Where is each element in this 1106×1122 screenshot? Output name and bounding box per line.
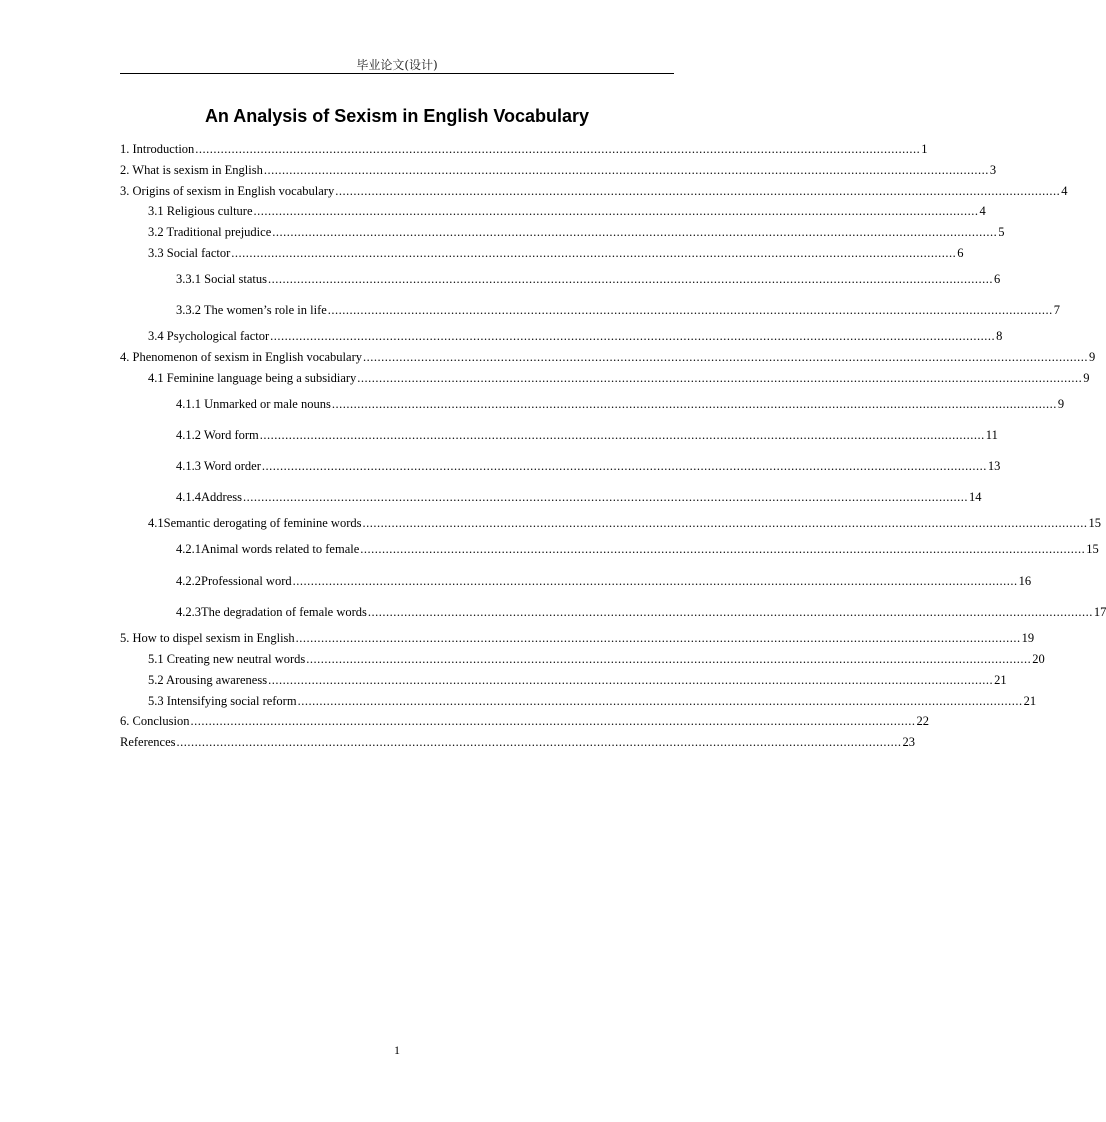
toc-leader-dots: ........................................................................................................................................................................................................ xyxy=(362,516,1088,530)
toc-entry-page: 9 xyxy=(1057,397,1065,411)
toc-entry-label: References xyxy=(120,735,176,749)
toc-entry xyxy=(176,604,1106,620)
toc-leader-dots: ........................................................................................................................................................................................................ xyxy=(357,371,1083,385)
toc-entry-page: 9 xyxy=(1083,371,1090,385)
running-header: 毕业论文(设计) xyxy=(356,58,438,72)
toc-entry-page: 16 xyxy=(1018,574,1032,588)
toc-leader-dots: ........................................................................................................................................................................................................ xyxy=(195,142,921,156)
toc-entry-page: 7 xyxy=(1053,303,1061,317)
document-title: An Analysis of Sexism in English Vocabulary xyxy=(204,106,590,126)
toc-entry-page: 21 xyxy=(1023,694,1037,708)
toc-entry-label: 4.1 Feminine language being a subsidiary xyxy=(148,371,357,385)
toc-entry xyxy=(148,693,1037,709)
toc-entry-label: 3.2 Traditional prejudice xyxy=(148,225,272,239)
toc-leader-dots: ........................................................................................................................................................................................................ xyxy=(259,428,985,442)
toc-entry xyxy=(148,203,986,219)
toc-leader-dots: ........................................................................................................................................................................................................ xyxy=(362,350,1088,364)
toc-entry-page: 20 xyxy=(1032,652,1045,666)
toc-entry xyxy=(120,630,1035,646)
toc-entry-page: 23 xyxy=(902,735,916,749)
toc-leader-dots: ........................................................................................................................................................................................................ xyxy=(327,303,1053,317)
toc-entry-label: 4.1Semantic derogating of feminine words xyxy=(148,516,362,530)
toc-entry-page: 13 xyxy=(987,459,1001,473)
toc-entry-page: 19 xyxy=(1021,631,1035,645)
toc-leader-dots: ........................................................................................................................................................................................................ xyxy=(292,574,1018,588)
toc-leader-dots: ........................................................................................................................................................................................................ xyxy=(190,714,916,728)
toc-entry-page: 3 xyxy=(989,163,997,177)
toc-leader-dots: ........................................................................................................................................................................................................ xyxy=(268,673,994,687)
toc-entry-page: 6 xyxy=(957,246,964,260)
toc-entry xyxy=(120,349,1096,365)
toc-entry-label: 4.2.2Professional word xyxy=(176,574,292,588)
toc-entry xyxy=(148,672,1007,688)
toc-entry-label: 4.2.3The degradation of female words xyxy=(176,605,367,619)
toc-entry-label: 6. Conclusion xyxy=(120,714,190,728)
toc-leader-dots: ........................................................................................................................................................................................................ xyxy=(335,184,1061,198)
toc-entry-label: 5.1 Creating new neutral words xyxy=(148,652,306,666)
toc-entry xyxy=(120,713,929,729)
toc-entry xyxy=(176,271,1001,287)
toc-leader-dots: ........................................................................................................................................................................................................ xyxy=(263,163,989,177)
toc-entry-label: 4. Phenomenon of sexism in English vocabulary xyxy=(120,350,362,364)
toc-entry-label: 3.3.2 The women’s role in life xyxy=(176,303,327,317)
toc-entry xyxy=(176,489,982,505)
toc-entry xyxy=(176,458,1001,474)
toc-entry-label: 1. Introduction xyxy=(120,142,195,156)
toc-entry-page: 4 xyxy=(979,204,986,218)
toc-entry-page: 5 xyxy=(998,225,1005,239)
toc-entry-page: 6 xyxy=(993,272,1001,286)
toc-entry xyxy=(148,651,1045,667)
toc-entry-label: 4.2.1Animal words related to female xyxy=(176,542,360,556)
toc-entry-page: 1 xyxy=(921,142,928,156)
toc-entry-label: 3.3 Social factor xyxy=(148,246,231,260)
toc-entry xyxy=(176,573,1032,589)
toc-entry xyxy=(148,370,1090,386)
toc-leader-dots: ........................................................................................................................................................................................................ xyxy=(270,329,996,343)
toc-entry-label: 3.3.1 Social status xyxy=(176,272,267,286)
toc-entry-label: 4.1.1 Unmarked or male nouns xyxy=(176,397,331,411)
toc-entry xyxy=(148,224,1005,240)
toc-leader-dots: ........................................................................................................................................................................................................ xyxy=(367,605,1093,619)
toc-entry-page: 22 xyxy=(916,714,929,728)
toc-entry-label: 3.1 Religious culture xyxy=(148,204,253,218)
page-number: 1 xyxy=(394,1043,400,1057)
toc-leader-dots: ........................................................................................................................................................................................................ xyxy=(306,652,1032,666)
toc-entry-label: 5.3 Intensifying social reform xyxy=(148,694,297,708)
toc-leader-dots: ........................................................................................................................................................................................................ xyxy=(267,272,993,286)
toc-leader-dots: ........................................................................................................................................................................................................ xyxy=(231,246,957,260)
toc-entry-label: 4.1.2 Word form xyxy=(176,428,259,442)
toc-entry-label: 5.2 Arousing awareness xyxy=(148,673,268,687)
header-rule xyxy=(120,73,674,74)
toc-leader-dots: ........................................................................................................................................................................................................ xyxy=(261,459,987,473)
toc-leader-dots: ........................................................................................................................................................................................................ xyxy=(242,490,968,504)
toc-entry-page: 14 xyxy=(968,490,982,504)
toc-entry-page: 15 xyxy=(1086,542,1099,556)
toc-entry xyxy=(120,183,1068,199)
toc-entry-page: 21 xyxy=(994,673,1007,687)
toc-entry-page: 8 xyxy=(996,329,1003,343)
toc-leader-dots: ........................................................................................................................................................................................................ xyxy=(253,204,979,218)
toc-entry xyxy=(148,328,1003,344)
toc-entry xyxy=(176,302,1061,318)
toc-entry xyxy=(120,162,997,178)
toc-leader-dots: ........................................................................................................................................................................................................ xyxy=(360,542,1086,556)
toc-entry xyxy=(148,245,964,261)
toc-entry-label: 4.1.3 Word order xyxy=(176,459,261,473)
toc-entry-label: 5. How to dispel sexism in English xyxy=(120,631,295,645)
toc-entry-page: 15 xyxy=(1088,516,1101,530)
toc-entry-label: 3. Origins of sexism in English vocabulary xyxy=(120,184,335,198)
toc-entry-label: 3.4 Psychological factor xyxy=(148,329,270,343)
toc-entry xyxy=(176,427,998,443)
toc-entry xyxy=(176,396,1065,412)
toc-leader-dots: ........................................................................................................................................................................................................ xyxy=(295,631,1021,645)
toc-entry-page: 4 xyxy=(1061,184,1068,198)
toc-entry-page: 9 xyxy=(1088,350,1096,364)
toc-leader-dots: ........................................................................................................................................................................................................ xyxy=(176,735,902,749)
toc-entry xyxy=(120,141,928,157)
toc-leader-dots: ........................................................................................................................................................................................................ xyxy=(297,694,1023,708)
toc-leader-dots: ........................................................................................................................................................................................................ xyxy=(331,397,1057,411)
toc-entry xyxy=(120,734,916,750)
toc-entry-label: 2. What is sexism in English xyxy=(120,163,263,177)
toc-leader-dots: ........................................................................................................................................................................................................ xyxy=(272,225,998,239)
toc-entry xyxy=(148,515,1101,531)
toc-entry-page: 11 xyxy=(985,428,998,442)
toc-entry-page: 17 xyxy=(1093,605,1106,619)
toc-entry xyxy=(176,541,1099,557)
toc-entry-label: 4.1.4Address xyxy=(176,490,242,504)
